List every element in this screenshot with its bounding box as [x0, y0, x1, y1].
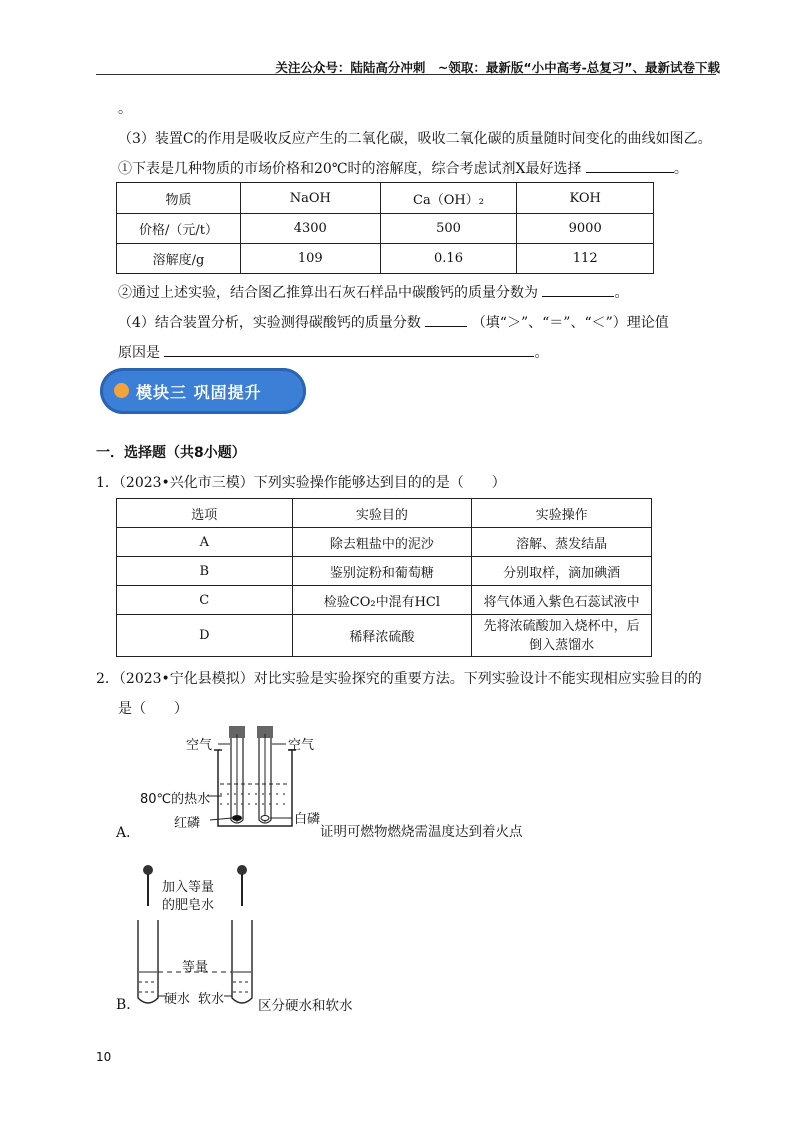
label-hard-water: 硬水	[164, 992, 191, 1007]
table-cell: 溶解、蒸发结晶	[472, 528, 652, 557]
table-cell: 分别取样，滴加碘酒	[472, 557, 652, 586]
table-cell: 物质	[117, 183, 241, 214]
table-cell: 4300	[240, 214, 380, 244]
table-cell: 将气体通入紫色石蕊试液中	[472, 586, 652, 615]
q3-part2-text: ②通过上述实验，结合图乙推算出石灰石样品中碳酸钙的质量分数为	[118, 285, 538, 301]
q4-line1	[118, 312, 669, 332]
label-air-right: 空气	[288, 738, 315, 753]
answer-blank[interactable]	[542, 284, 614, 297]
table-cell: 选项	[117, 499, 293, 528]
table-cell: D	[117, 615, 293, 657]
page-header: 关注公众号：陆陆高分冲刺 ~领取：最新版“小中高考-总复习”、最新试卷下载	[275, 60, 720, 75]
q3-intro: （3）装置C的作用是吸收反应产生的二氧化碳，吸收二氧化碳的质量随时间变化的曲线如图乙。	[118, 131, 712, 147]
table-cell: Ca（OH）₂	[380, 183, 517, 214]
answer-blank[interactable]	[425, 314, 467, 327]
table-cell: 溶解度/g	[117, 244, 241, 274]
option-a-caption: 证明可燃物燃烧需温度达到着火点	[320, 824, 523, 840]
section-title: 一．选择题（共8小题）	[96, 445, 246, 461]
table-cell: 109	[240, 244, 380, 274]
label-soap-2: 的肥皂水	[162, 898, 215, 913]
q4-reason-end: 。	[534, 345, 549, 361]
answer-blank[interactable]	[164, 344, 534, 357]
table-cell: C	[117, 586, 293, 615]
label-air-left: 空气	[186, 738, 213, 753]
table-cell: 0.16	[380, 244, 517, 274]
label-hot-water: 80℃的热水	[140, 792, 211, 807]
table-cell: 实验目的	[292, 499, 472, 528]
answer-blank[interactable]	[586, 160, 674, 173]
table-cell: 鉴别淀粉和葡萄糖	[292, 557, 472, 586]
table-cell: 500	[380, 214, 517, 244]
table-cell: 112	[517, 244, 654, 274]
table-cell: 检验CO₂中混有HCl	[292, 586, 472, 615]
header-rule	[96, 74, 716, 75]
mc2-stem-line1: 2．（2023•宁化县模拟）对比实验是实验探究的重要方法。下列实验设计不能实现相应实验目的的	[96, 671, 702, 687]
table-cell: 先将浓硫酸加入烧杯中，后倒入蒸馏水	[472, 615, 652, 657]
table-cell: 稀释浓硫酸	[292, 615, 472, 657]
label-red-phosphorus: 红磷	[174, 816, 201, 831]
table-cell: 价格/（元/t）	[117, 214, 241, 244]
mc1-stem: 1．（2023•兴化市三模）下列实验操作能够达到目的的是（ ）	[96, 475, 506, 491]
prev-fragment: 。	[118, 101, 132, 117]
table-cell: 实验操作	[472, 499, 652, 528]
q4-line2	[118, 342, 548, 362]
q4-text-a: （4）结合装置分析，实验测得碳酸钙的质量分数	[118, 315, 421, 331]
option-b-caption: 区分硬水和软水	[258, 998, 353, 1014]
label-soap-1: 加入等量	[162, 880, 215, 895]
option-b-letter: B．	[116, 997, 141, 1013]
table-cell: KOH	[517, 183, 654, 214]
q3-part1-end: 。	[673, 161, 688, 177]
q3-part2-end: 。	[614, 285, 629, 301]
label-white-phosphorus: 白磷	[294, 812, 321, 827]
table-cell: NaOH	[240, 183, 380, 214]
table-cell: B	[117, 557, 293, 586]
banner-icon	[114, 383, 129, 398]
price-solubility-table	[116, 182, 654, 274]
label-equal: 等量	[182, 960, 209, 975]
banner-text: 模块三 巩固提升	[136, 383, 262, 402]
q3-part1	[118, 158, 688, 178]
q4-reason-label: 原因是	[118, 345, 160, 361]
table-cell: 9000	[517, 214, 654, 244]
label-soft-water: 软水	[198, 992, 225, 1007]
mc2-stem-line2: 是（ ）	[118, 701, 188, 717]
section-banner	[100, 368, 306, 414]
option-a-letter: A．	[116, 825, 141, 841]
q3-part2	[118, 282, 628, 302]
table-cell: 除去粗盐中的泥沙	[292, 528, 472, 557]
q3-part1-text: ①下表是几种物质的市场价格和20℃时的溶解度，综合考虑试剂X最好选择	[118, 161, 582, 177]
table-cell: A	[117, 528, 293, 557]
page-number: 10	[96, 1050, 112, 1064]
mc1-table	[116, 498, 652, 657]
q4-text-b: （填“＞”、“＝”、“＜”）理论值	[471, 315, 669, 331]
